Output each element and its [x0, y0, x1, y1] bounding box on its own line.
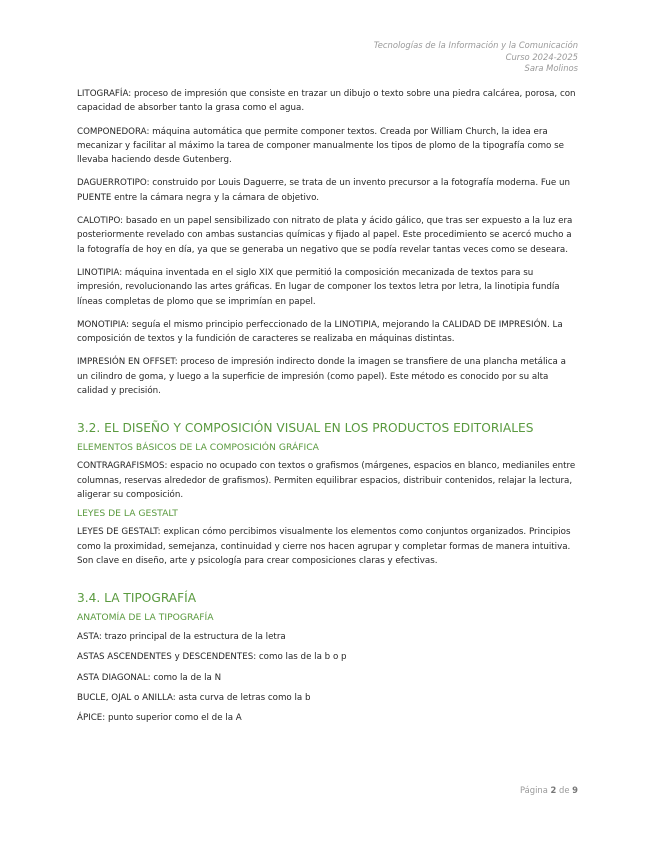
definition-calotipo: CALOTIPO: basado en un papel sensibilizado con nitrato de plata y ácido gálico, que tras ser expuesto a la luz era posteriormente revelado con ambas sustancias químicas y fijado al papel. Este procedimiento se acercó mucho a la fotografía de hoy en día, ya que se generaba un negativo que se podía revelar tantas veces como se deseara. [77, 216, 573, 255]
header-course-year: Curso 2024-2025 [505, 51, 578, 62]
header-course-name: Tecnologías de la Información y la Comunicación [373, 40, 578, 50]
total-page-number: 9 [572, 785, 578, 795]
section-title-3-4: 3.4. LA TIPOGRAFÍA [77, 591, 197, 606]
page-content [77, 87, 578, 732]
list-item: ASTA: trazo principal de la estructura de la letra [77, 632, 286, 643]
list-item: BUCLE, OJAL o ANILLA: asta curva de letras como la b [77, 693, 311, 704]
definition-offset: IMPRESIÓN EN OFFSET: proceso de impresión indirecto donde la imagen se transfiere de una plancha metálica a un cilindro de goma, y luego a la superficie de impresión (como papel). Este método es conocido por su alta calidad y precisión. [77, 357, 566, 397]
list-item: ASTAS ASCENDENTES y DESCENDENTES: como las de la b o p [77, 652, 347, 663]
definition-gestalt: LEYES DE GESTALT: explican cómo percibimos visualmente los elementos como conjuntos organizados. Principios como la proximidad, semejanza, continuidad y cierre nos hacen agrupar y completar formas de manera intuitiva. Son clave en diseño, arte y psicología para crear composiciones claras y efectivas. [77, 527, 571, 566]
definition-componedora: COMPONEDORA: máquina automática que permite componer textos. Creada por William Church, la idea era mecanizar y facilitar al máximo la tarea de componer manualmente los tipos de plomo de la tipografía como se llevaba haciendo desde Gutenberg. [77, 126, 564, 166]
subsection-title-anatomia: ANATOMÍA DE LA TIPOGRAFÍA [77, 612, 214, 624]
page-number: Página 2 de 9 [519, 785, 578, 795]
definition-litografia: LITOGRAFÍA: proceso de impresión que consiste en trazar un dibujo o texto sobre una piedra calcárea, porosa, con capacidad de absorber tanto la grasa como el agua. [77, 89, 576, 114]
current-page-number: 2 [550, 785, 557, 795]
page-header [374, 40, 578, 75]
section-title-3-2: 3.2. EL DISEÑO Y COMPOSICIÓN VISUAL EN LOS PRODUCTOS EDITORIALES [77, 421, 534, 436]
definition-contragrafismos: CONTRAGRAFISMOS: espacio no ocupado con textos o grafismos (márgenes, espacios en blanco, medianiles entre columnas, reservas alrededor de grafismos). Permiten equilibrar espacios, distribuir contenidos, relajar la lectura, aligerar su composición. [77, 461, 576, 500]
list-item: ASTA DIAGONAL: como la de la N [77, 672, 222, 683]
header-author: Sara Molinos [524, 63, 578, 73]
definition-monotipia: MONOTIPIA: seguía el mismo principio perfeccionado de la LINOTIPIA, mejorando la CALIDAD DE IMPRESIÓN. La composición de textos y la fundición de caracteres se realizaba en máquinas distintas. [77, 319, 563, 345]
definition-linotipia: LINOTIPIA: máquina inventada en el siglo XIX que permitió la composición mecanizada de textos para su impresión, revolucionando las artes gráficas. En lugar de componer los textos letra por letra, la linotipia fundía líneas completas de plomo que se imprimían en papel. [77, 267, 560, 307]
subsection-title-gestalt: LEYES DE LA GESTALT [77, 508, 178, 520]
definition-daguerrotipo: DAGUERROTIPO: construido por Louis Daguerre, se trata de un invento precursor a la fotografía moderna. Fue un PUENTE entre la cámara negra y la cámara de objetivo. [77, 178, 571, 203]
list-item: ÁPICE: punto superior como el de la A [77, 713, 242, 724]
subsection-title-elementos: ELEMENTOS BÁSICOS DE LA COMPOSICIÓN GRÁFICA [77, 442, 319, 454]
